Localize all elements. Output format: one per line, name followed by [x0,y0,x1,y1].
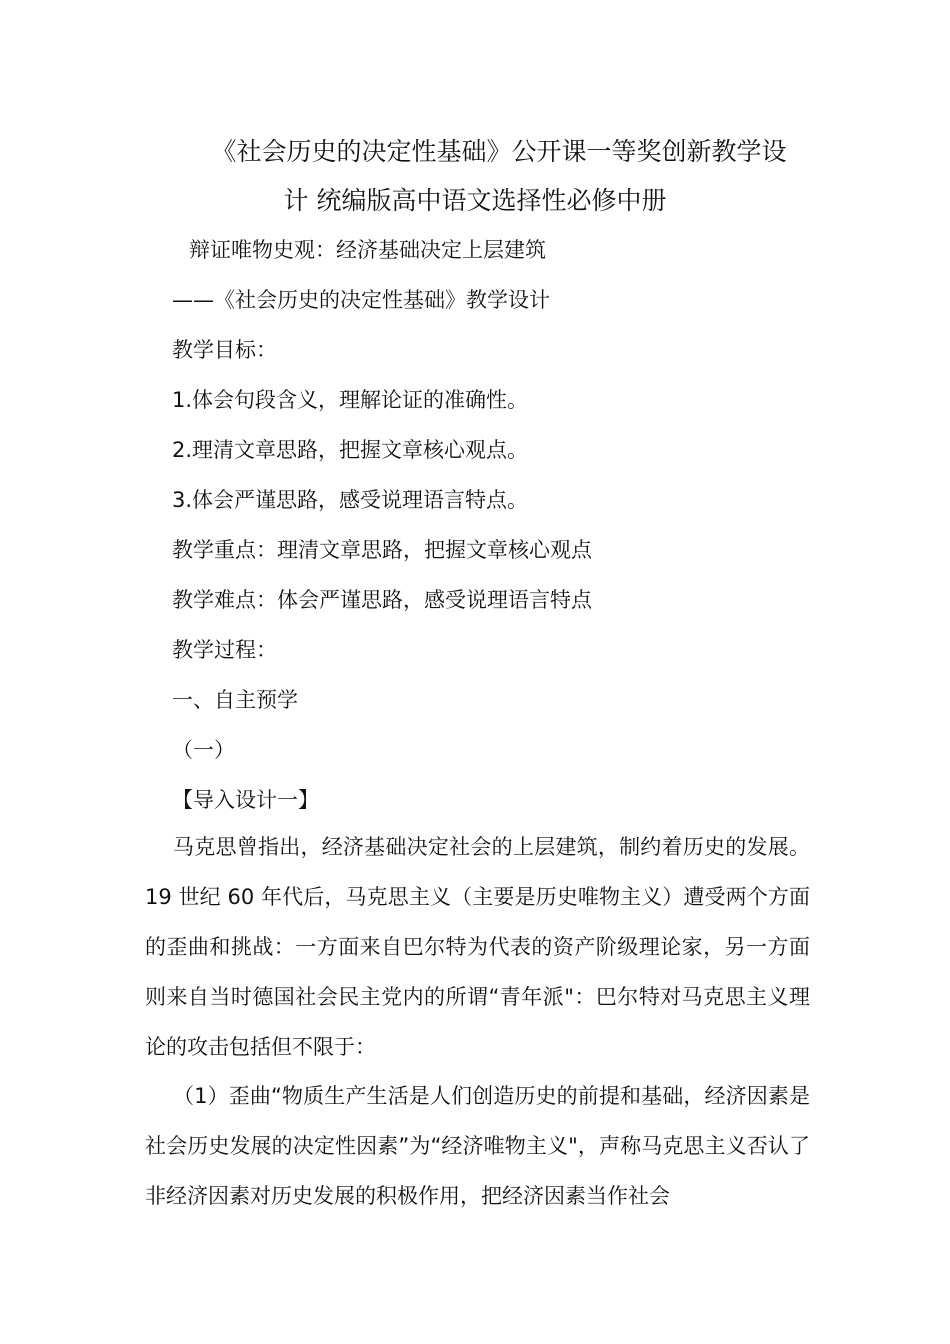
goal-item-2: 2.理清文章思路，把握文章核心观点。 [172,438,529,462]
process-heading: 教学过程： [172,638,277,662]
difficulty: 教学难点：体会严谨思路，感受说理语言特点 [172,588,592,612]
paragraph-1: 马克思曾指出，经济基础决定社会的上层建筑，制约着历史的发展。19 世纪 60 年代后，马克思主义（主要是历史唯物主义）遭受两个方面的歪曲和挑战：一方面来自巴尔特为代表的资产阶级理论家，另一方面则来自当时德国社会民主党内的所谓“青年派"：巴尔特对马克思主义理论的攻击包括但不限于： [145,835,810,1059]
paragraph-2: （1）歪曲“物质生产生活是人们创造历史的前提和基础，经济因素是社会历史发展的决定性因素”为“经济唯物主义"，声称马克思主义否认了非经济因素对历史发展的积极作用，把经济因素当作社会 [145,1084,810,1208]
goals-heading: 教学目标： [172,338,277,362]
subtitle-lesson-design: ——《社会历史的决定性基础》教学设计 [172,288,550,312]
document-title-line1: 《社会历史的决定性基础》公开课一等奖创新教学设 [211,137,787,166]
document-title-line2: 计 统编版高中语文选择性必修中册 [283,186,667,215]
key-point: 教学重点：理清文章思路，把握文章核心观点 [172,538,592,562]
subtitle: 辩证唯物史观：经济基础决定上层建筑 [189,238,546,262]
subsection-heading-1: （一） [172,738,235,762]
goal-item-3: 3.体会严谨思路，感受说理语言特点。 [172,488,529,512]
section-heading-1: 一、自主预学 [172,688,298,712]
goal-item-1: 1.体会句段含义，理解论证的准确性。 [172,388,529,412]
intro-label: 【导入设计一】 [172,788,319,812]
